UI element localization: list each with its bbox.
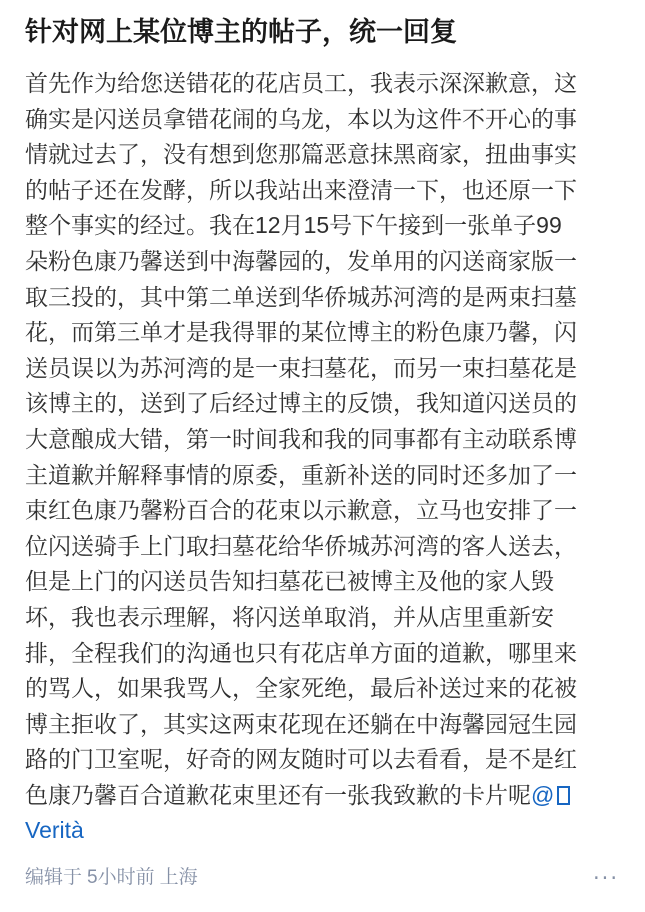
body-text-line: 的帖子还在发酵，所以我站出来澄清一下，也还原一下 [25,176,577,203]
post-footer [25,864,623,892]
body-text-line: 位闪送骑手上门取扫墓花给华侨城苏河湾的客人送去， [25,532,577,559]
body-text-fragment: 色康乃馨百合道歉花束里还有一张我致歉的卡片呢 [25,781,531,808]
body-text-line: 路的门卫室呢，好奇的网友随时可以去看看，是不是红 [25,746,577,773]
body-text-line: 首先作为给您送错花的花店员工，我表示深深歉意，这 [25,70,577,96]
edited-label: 编辑于 [25,867,83,889]
edited-time: 5小时前 [87,867,155,889]
body-text-line: 送员误以为苏河湾的是一束扫墓花，而另一束扫墓花是 [25,354,577,381]
body-text-line: 确实是闪送员拿错花闹的乌龙，本以为这件不开心的事 [25,105,577,132]
body-text-line: 主道歉并解释事情的原委，重新补送的同时还多加了一 [25,461,577,488]
body-text-line: 花，而第三单才是我得罪的某位博主的粉色康乃馨，闪 [25,319,577,346]
body-text-line: 的骂人，如果我骂人，全家死绝，最后补送过来的花被 [25,675,577,702]
body-text-line: 坏，我也表示理解，将闪送单取消，并从店里重新安 [25,603,554,630]
body-text-line: 整个事实的经过。我在12月15号下午接到一张单子99 [25,212,562,239]
mention-link-at[interactable]: @ [531,781,555,808]
body-text-line: 大意酿成大错，第一时间我和我的同事都有主动联系博 [25,425,577,452]
body-text-line: 情就过去了，没有想到您那篇恶意抹黑商家，扭曲事实 [25,141,577,168]
post-body-lines [25,66,623,778]
body-text-line: 排，全程我们的沟通也只有花店单方面的道歉，哪里来 [25,639,577,666]
body-text-line: 取三投的，其中第二单送到华侨城苏河湾的是两束扫墓 [25,283,577,310]
body-text-line: 朵粉色康乃馨送到中海馨园的，发单用的闪送商家版一 [25,247,577,274]
mention-name-line [25,813,623,849]
body-text-line: 博主拒收了，其实这两束花现在还躺在中海馨园冠生园 [25,710,577,737]
body-text-line-with-mention [25,778,623,814]
missing-glyph-box-icon [557,786,570,805]
post-title: 针对网上某位博主的帖子，统一回复 [25,17,457,47]
edited-location: 上海 [159,867,198,889]
more-options-button[interactable]: ··· [589,864,623,892]
post-body [25,66,623,849]
body-text-line: 但是上门的闪送员告知扫墓花已被博主及他的家人毁 [25,568,554,595]
body-text-line: 束红色康乃馨粉百合的花束以示歉意，立马也安排了一 [25,497,577,524]
edit-meta [25,865,203,891]
mention-link-name[interactable]: Verità [25,817,84,844]
body-text-line: 该博主的，送到了后经过博主的反馈，我知道闪送员的 [25,390,577,417]
